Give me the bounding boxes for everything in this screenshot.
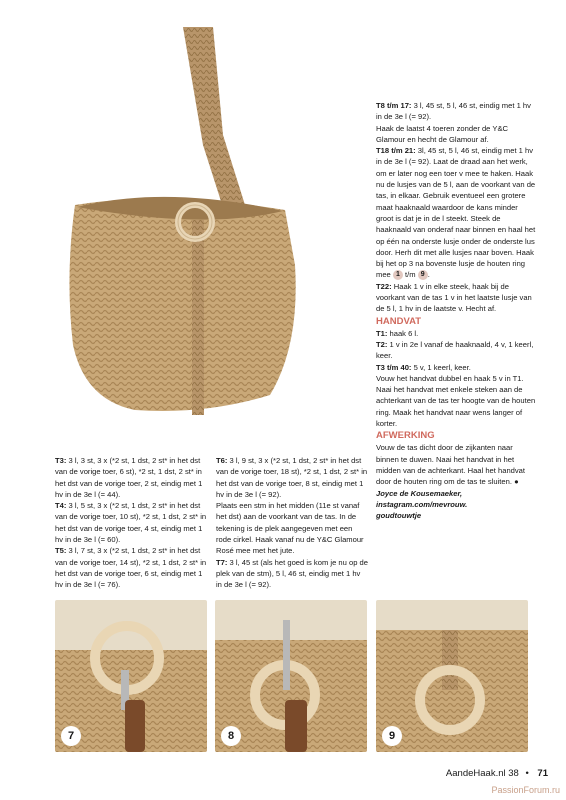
round-t4: T4: 3 l, 5 st, 3 x (*2 st, 1 dst, 2 st* in het dst van de vorige toer, 10 st), *2 st, 1 dst, 2 st* in het dst van de vorige toer, 4 st, eindig met 1 hv in de 3e l (= 60). (55, 501, 207, 545)
photo-number-7: 7 (61, 726, 81, 746)
round-t3: T3: 3 l, 3 st, 3 x (*2 st, 1 dst, 2 st* in het dst van de vorige toer, 6 st), *2 st, 1 dst, 2 st* in het dst van de vorige toer, 2 st, eindig met 1 hv in de 3e l (= 44). (55, 456, 203, 499)
handvat-text: Vouw het handvat dubbel en haak 5 v in T1. Naai het handvat met enkele steken aan de achterkant van de tas ter hoogte van de houten ring. Maak het handvat naar wens langer of korter. (376, 373, 536, 429)
instructions-middle-column (216, 455, 368, 591)
step-photo-8 (215, 600, 367, 752)
watermark: PassionForum.ru (491, 785, 560, 795)
step-photo-7 (55, 600, 207, 752)
glamour-note: Haak de laatst 4 toeren zonder de Y&C Glamour en hecht de Glamour af. (376, 123, 508, 144)
page-number: 71 (537, 768, 548, 779)
bag-photo (55, 15, 305, 435)
round-t5: T5: 3 l, 7 st, 3 x (*2 st, 1 dst, 2 st* in het dst van de vorige toer, 14 st), *2 st, 1 dst, 2 st* in het dst van de vorige toer, 6 st, eindig met 1 hv in de 3e l (= 76). (55, 546, 207, 590)
handvat-t2: T2: 1 v in 2e l vanaf de haaknaald, 4 v, 1 keerl, keer. (376, 339, 534, 361)
credit: Joyce de Kousemaeker, instagram.com/mevrouw. goudtouwtje (376, 488, 468, 521)
handvat-heading: HANDVAT (376, 315, 422, 327)
round-t18: T18 t/m 21: 3l, 45 st, 5 l, 46 st, eindig met 1 hv in de 3e l (= 92). Laat de draad aan het werk, om er later nog een toer v mee te haken. Haak nu de lusjes van de 5 l, aan de voorkant van de tas, in elkaar. Gebruik eventueel een grotere maat haaknaald waardoor de kans minder groot is dat je in de l steekt. Steek de haaknaald van onderaf naar binnen en haal het op één na onderste lusje onder de onderste lus door. Herh dit met alle lusjes naar boven. Haak bij het op 3 na bovenste lusje de houten ring mee 1 t/m 9 . (376, 146, 536, 280)
round-t22: T22: Haak 1 v in elke steek, haak bij de voorkant van de tas 1 v in het laatste lusje van de 5 l, 1 hv in de laatste v. Hecht af. (376, 281, 532, 314)
photo-number-8: 8 (221, 726, 241, 746)
handvat-t3: T3 t/m 40: 5 v, 1 keerl, keer. (376, 362, 471, 372)
photo-number-9: 9 (382, 726, 402, 746)
instructions-right-column (376, 100, 536, 521)
step-9-marker: 9 (418, 270, 428, 280)
afwerking-heading: AFWERKING (376, 430, 435, 442)
step-1-marker: 1 (393, 270, 403, 280)
round-t7: T7: 3 l, 45 st (als het goed is kom je nu op de plek van de stm), 5 l, 46 st, eindig met 1 hv in de 3e l (= 92). (216, 557, 368, 590)
round-t6: T6: 3 l, 9 st, 3 x (*2 st, 1 dst, 2 st* in het dst van de vorige toer, 18 st), *2 st, 1 dst, 2 st* in het dst van de vorige toer, 8 st, eindig met 1 hv in de 3e l (= 92). (216, 456, 368, 499)
afwerking-text: Vouw de tas dicht door de zijkanten naar binnen te duwen. Naai het handvat in het midden van de achterkant. Haal het handvat door de houten ring om de tas te sluiten. ● (376, 443, 526, 487)
marker-text: Plaats een stm in het midden (11e st vanaf het dst) aan de voorkant van de tas. In de tekening is de plek aangegeven met een rode cirkel. Haak vanaf nu de Y&C Glamour Rosé mee met het jute. (216, 501, 364, 556)
round-t8: T8 t/m 17: 3 l, 45 st, 5 l, 46 st, eindig met 1 hv in de 3e l (= 92). (376, 101, 531, 122)
step-photo-9 (376, 600, 528, 752)
page-footer: AandeHaak.nl 38 • 71 (445, 768, 548, 779)
instructions-left-column (55, 455, 210, 591)
handvat-t1: T1: haak 6 l. (376, 328, 419, 338)
magazine-name: AandeHaak.nl 38 (445, 768, 519, 779)
